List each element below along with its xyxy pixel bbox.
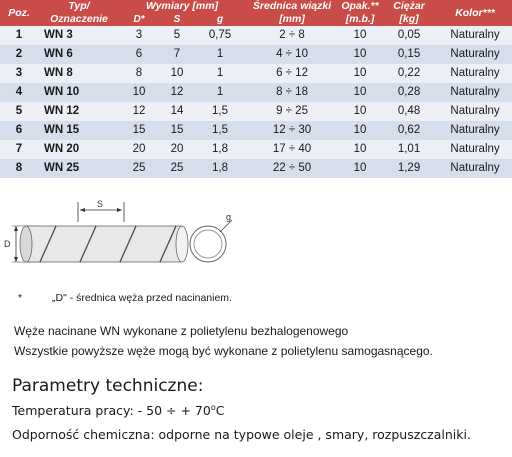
header-d: D*	[120, 13, 158, 26]
cell-typ: WN 6	[38, 45, 120, 64]
cell-poz: 5	[0, 102, 38, 121]
cell-d: 20	[120, 140, 158, 159]
header-s: S	[158, 13, 196, 26]
cell-ciezar: 0,62	[380, 121, 438, 140]
header-opak	[340, 0, 380, 26]
cell-s: 12	[158, 83, 196, 102]
cell-s: 15	[158, 121, 196, 140]
cell-d: 3	[120, 26, 158, 45]
cell-typ: WN 25	[38, 159, 120, 178]
cell-opak: 10	[340, 121, 380, 140]
header-srednica-line1: Średnica wiązki	[252, 0, 332, 12]
section-title-tech: Parametry techniczne:	[12, 376, 204, 396]
degree-sup: o	[210, 403, 216, 412]
header-ciezar	[380, 0, 438, 26]
cell-srednica: 22 ÷ 50	[244, 159, 340, 178]
cell-ciezar: 0,22	[380, 64, 438, 83]
cell-srednica: 9 ÷ 25	[244, 102, 340, 121]
paragraph-material: Węże nacinane WN wykonane z polietylenu bezhalogenowego	[14, 324, 349, 338]
header-ciezar-line2: [kg]	[399, 13, 419, 25]
header-wymiary: Wymiary [mm]	[120, 0, 244, 13]
header-opak-line1: Opak.**	[341, 0, 379, 12]
cell-d: 10	[120, 83, 158, 102]
cell-srednica: 2 ÷ 8	[244, 26, 340, 45]
paragraph-self-extinguishing: Wszystkie powyższe węże mogą być wykonane z polietylenu samogasnącego.	[14, 344, 433, 358]
label-g: g	[226, 212, 232, 222]
header-g: g	[196, 13, 244, 26]
cell-opak: 10	[340, 140, 380, 159]
cell-kolor: Naturalny	[438, 159, 512, 178]
cell-d: 6	[120, 45, 158, 64]
spec-table	[0, 0, 512, 178]
footnote-star: *	[18, 292, 23, 304]
cell-kolor: Naturalny	[438, 83, 512, 102]
table-row	[0, 121, 512, 140]
cell-g: 1,8	[196, 159, 244, 178]
table-row	[0, 45, 512, 64]
cell-s: 5	[158, 26, 196, 45]
cell-d: 12	[120, 102, 158, 121]
table-row	[0, 64, 512, 83]
cell-g: 1,8	[196, 140, 244, 159]
cell-kolor: Naturalny	[438, 102, 512, 121]
footnote	[18, 292, 232, 304]
cell-typ: WN 10	[38, 83, 120, 102]
cell-ciezar: 1,01	[380, 140, 438, 159]
header-typ-line2: Oznaczenie	[50, 13, 108, 25]
hose-diagram	[0, 196, 260, 276]
table-row	[0, 140, 512, 159]
cell-opak: 10	[340, 26, 380, 45]
cell-kolor: Naturalny	[438, 45, 512, 64]
cell-g: 1,5	[196, 102, 244, 121]
cell-ciezar: 0,15	[380, 45, 438, 64]
cell-typ: WN 20	[38, 140, 120, 159]
cell-srednica: 17 ÷ 40	[244, 140, 340, 159]
cell-s: 10	[158, 64, 196, 83]
table-row	[0, 102, 512, 121]
label-s: S	[97, 199, 104, 209]
cell-srednica: 8 ÷ 18	[244, 83, 340, 102]
cell-poz: 3	[0, 64, 38, 83]
cell-s: 20	[158, 140, 196, 159]
cell-g: 1	[196, 83, 244, 102]
cell-ciezar: 1,29	[380, 159, 438, 178]
cell-g: 1	[196, 45, 244, 64]
cell-srednica: 4 ÷ 10	[244, 45, 340, 64]
spec-table-body	[0, 26, 512, 178]
cell-typ: WN 8	[38, 64, 120, 83]
cell-s: 7	[158, 45, 196, 64]
label-d: D	[4, 239, 11, 249]
cell-kolor: Naturalny	[438, 121, 512, 140]
cell-s: 14	[158, 102, 196, 121]
table-row	[0, 26, 512, 45]
cell-ciezar: 0,48	[380, 102, 438, 121]
cell-poz: 7	[0, 140, 38, 159]
cell-poz: 2	[0, 45, 38, 64]
cell-ciezar: 0,05	[380, 26, 438, 45]
cell-ciezar: 0,28	[380, 83, 438, 102]
cell-poz: 4	[0, 83, 38, 102]
chemical-resistance-line: Odporność chemiczna: odporne na typowe oleje , smary, rozpuszczalniki.	[12, 427, 471, 442]
header-kolor: Kolor***	[438, 0, 512, 26]
cell-g: 0,75	[196, 26, 244, 45]
header-srednica-line2: [mm]	[279, 13, 305, 25]
cell-d: 8	[120, 64, 158, 83]
footnote-text: „D" - średnica węża przed nacinaniem.	[52, 292, 232, 304]
cell-d: 25	[120, 159, 158, 178]
cell-srednica: 6 ÷ 12	[244, 64, 340, 83]
cell-typ: WN 15	[38, 121, 120, 140]
cell-poz: 1	[0, 26, 38, 45]
cell-kolor: Naturalny	[438, 26, 512, 45]
temperature-unit: C	[215, 403, 225, 419]
cell-opak: 10	[340, 83, 380, 102]
table-row	[0, 83, 512, 102]
cell-srednica: 12 ÷ 30	[244, 121, 340, 140]
cell-s: 25	[158, 159, 196, 178]
header-srednica	[244, 0, 340, 26]
temperature-text: Temperatura pracy: - 50 ÷ + 70	[12, 403, 211, 419]
cell-opak: 10	[340, 64, 380, 83]
header-typ-line1: Typ/	[68, 0, 90, 12]
cell-d: 15	[120, 121, 158, 140]
table-row	[0, 159, 512, 178]
cell-opak: 10	[340, 45, 380, 64]
cell-opak: 10	[340, 159, 380, 178]
cell-kolor: Naturalny	[438, 140, 512, 159]
cell-kolor: Naturalny	[438, 64, 512, 83]
header-poz: Poz.	[0, 0, 38, 26]
header-typ	[38, 0, 120, 26]
header-ciezar-line1: Ciężar	[393, 0, 425, 12]
cell-g: 1,5	[196, 121, 244, 140]
cell-typ: WN 3	[38, 26, 120, 45]
cell-poz: 6	[0, 121, 38, 140]
cell-opak: 10	[340, 102, 380, 121]
cell-typ: WN 12	[38, 102, 120, 121]
cell-g: 1	[196, 64, 244, 83]
header-opak-line2: [m.b.]	[345, 13, 375, 25]
temperature-line	[12, 403, 224, 418]
cell-poz: 8	[0, 159, 38, 178]
